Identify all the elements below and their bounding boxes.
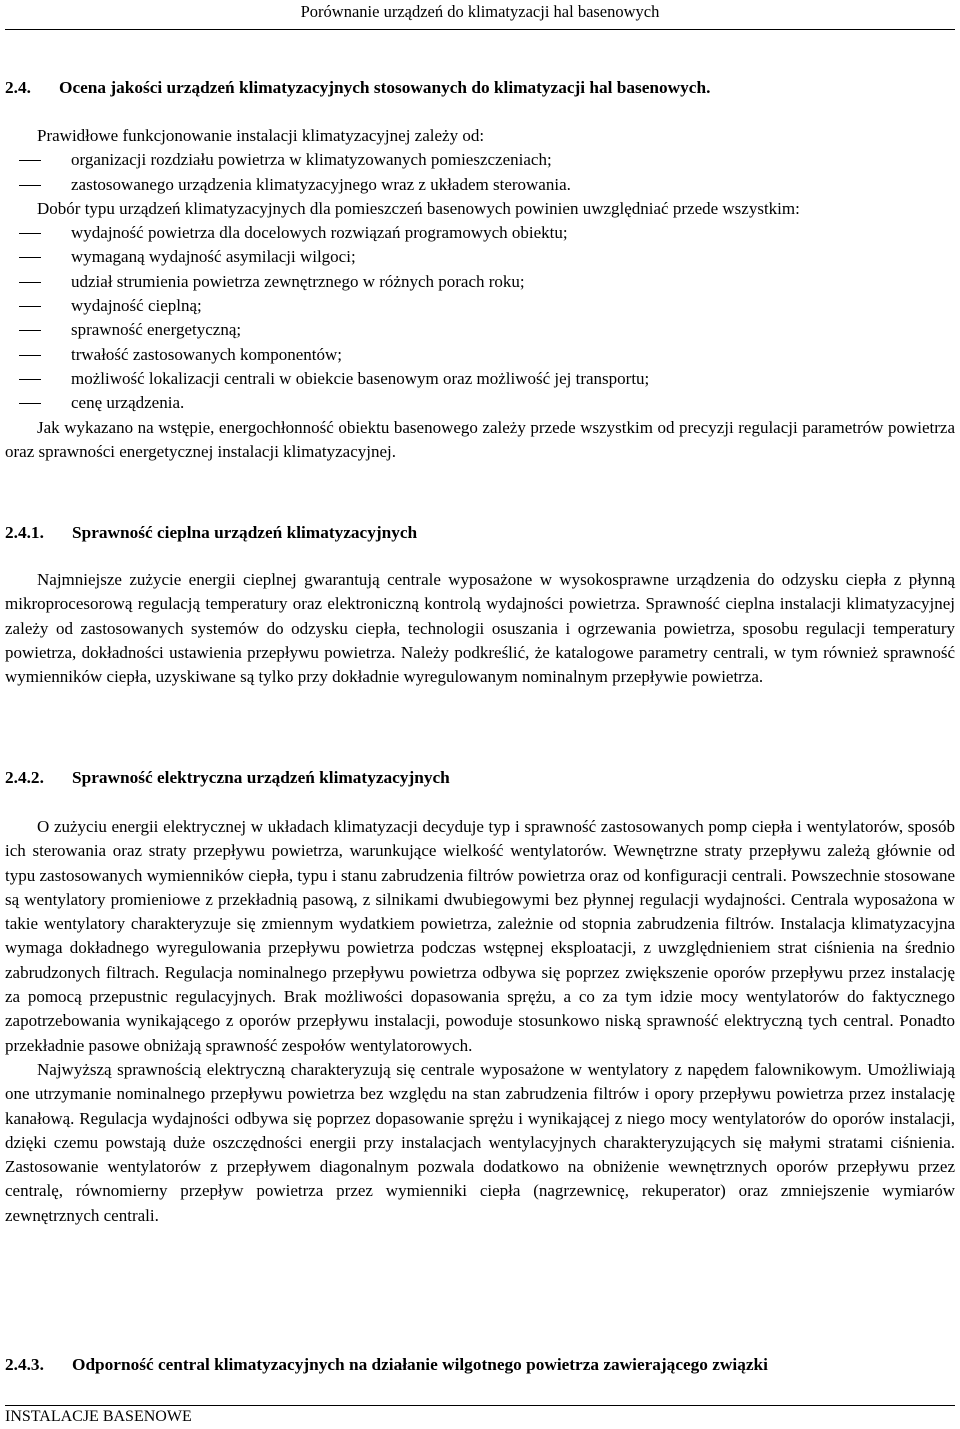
requirements-list <box>5 148 955 197</box>
section-title: Odporność central klimatyzacyjnych na działanie wilgotnego powietrza zawierającego związki <box>72 1355 768 1374</box>
section-body-2-4 <box>5 124 955 464</box>
section-heading-2-4-3 <box>5 1353 955 1377</box>
conclusion-paragraph: Jak wykazano na wstępie, energochłonność obiektu basenowego zależy przede wszystkim od precyzji regulacji parametrów powietrza oraz sprawności energetycznej instalacji klimatyzacyjnej. <box>5 417 955 461</box>
section-heading-2-4-2 <box>5 766 955 790</box>
list-item: możliwość lokalizacji centrali w obiekcie basenowym oraz możliwość jej transportu; <box>5 367 955 391</box>
section-title: Ocena jakości urządzeń klimatyzacyjnych stosowanych do klimatyzacji hal basenowych. <box>59 78 711 97</box>
list-item: zastosowanego urządzenia klimatyzacyjnego wraz z układem sterowania. <box>5 173 955 197</box>
section-body-2-4-1 <box>5 568 955 689</box>
section-heading-2-4 <box>5 76 955 100</box>
section-number: 2.4.3. <box>5 1355 44 1374</box>
list-item: organizacji rozdziału powietrza w klimatyzowanych pomieszczeniach; <box>5 148 955 172</box>
section-heading-2-4-1 <box>5 521 955 545</box>
running-footer: INSTALACJE BASENOWE <box>5 1408 192 1425</box>
section-number: 2.4.1. <box>5 523 44 542</box>
section-number: 2.4.2. <box>5 768 44 787</box>
selection-criteria-list <box>5 221 955 415</box>
list-item: wydajność cieplną; <box>5 294 955 318</box>
list-item: wymaganą wydajność asymilacji wilgoci; <box>5 245 955 269</box>
list-item: udział strumienia powietrza zewnętrznego w różnych porach roku; <box>5 270 955 294</box>
paragraph: O zużyciu energii elektrycznej w układach klimatyzacji decyduje typ i sprawność zastosowanych pomp ciepła i wentylatorów, sposób ich sterowania oraz straty przepływu powietrza, warunkujące wielkość wentylatorów. Wewnętrzne straty przepływu zależą głównie od typu zastosowanych wymienników ciepła, typu i stanu zabrudzenia filtrów powietrza oraz od konfiguracji centrali. Powszechnie stosowane są wentylatory promieniowe z przekładnią pasową, z silnikami dwubiegowymi bez płynnej regulacji wydajności. Centrala wyposażona w takie wentylatory charakteryzuje się zmiennym wydatkiem powietrza, zależnie od stopnia zabrudzenia filtrów. Instalacja klimatyzacyjna wymaga dokładnego wyregulowania przepływu powietrza podczas wstępnej eksploatacji, z uwzględnieniem strat ciśnienia na średnio zabrudzonych filtrach. Regulacja nominalnego przepływu powietrza odbywa się poprzez zwiększenie oporów przepływu przez instalację za pomocą przepustnic regulacyjnych. Brak możliwości dopasowania sprężu, a co za tym idzie mocy wentylatorów do faktycznego zapotrzebowania wynikającego z oporów przepływu instalacji, powoduje stosunkowo niską sprawność elektryczną tych central. Ponadto przekładnie pasowe obniżają sprawność zespołów wentylatorowych. <box>5 817 955 1055</box>
section-title: Sprawność elektryczna urządzeń klimatyzacyjnych <box>72 768 450 787</box>
section-title: Sprawność cieplna urządzeń klimatyzacyjnych <box>72 523 418 542</box>
paragraph: Najwyższą sprawnością elektryczną charakteryzują się centrale wyposażone w wentylatory z napędem falownikowym. Umożliwiają one utrzymanie nominalnego przepływu powietrza bez względu na stan zabrudzenia filtrów i opory przepływu powietrza przez instalację kanałową. Regulacja wydajności odbywa się poprzez dopasowanie sprężu i wynikającej z niego mocy wentylatorów do oporów instalacji, dzięki czemu powstają duże oszczędności energii przy instalacjach wentylacyjnych charakteryzujących się małymi stratami ciśnienia. Zastosowanie wentylatorów z przepływem diagonalnym pozwala dodatkowo na obniżenie wewnętrznych oporów przepływu przez centralę, równomierny przepływ powietrza przez wymienniki ciepła (nagrzewnicę, rekuperator) oraz zmniejszenie wymiarów zewnętrznych centrali. <box>5 1059 955 1225</box>
selection-paragraph: Dobór typu urządzeń klimatyzacyjnych dla pomieszczeń basenowych powinien uwzględniać przede wszystkim: <box>37 198 800 218</box>
list-item: trwałość zastosowanych komponentów; <box>5 343 955 367</box>
running-header: Porównanie urządzeń do klimatyzacji hal basenowych <box>300 2 660 21</box>
paragraph: Najmniejsze zużycie energii cieplnej gwarantują centrale wyposażone w wysokosprawne urządzenia do odzysku ciepła z płynną mikroprocesorową regulacją temperatury oraz elektroniczną kontrolą wydajności powietrza. Sprawność cieplna instalacji klimatyzacyjnej zależy od zastosowanych systemów do odzysku ciepła, technologii osuszania i ogrzewania powietrza, sposobu regulacji temperatury powietrza, dokładności ustawienia przepływu powietrza. Należy podkreślić, że katalogowe parametry centrali, w tym również sprawność wymienników ciepła, uzyskiwane są tylko przy dokładnie wyregulowanym nominalnym przepływie powietrza. <box>5 570 955 687</box>
header-rule <box>5 29 955 30</box>
list-item: sprawność energetyczną; <box>5 318 955 342</box>
footer-rule <box>5 1405 955 1406</box>
list-item: wydajność powietrza dla docelowych rozwiązań programowych obiektu; <box>5 221 955 245</box>
section-body-2-4-2 <box>5 815 955 1228</box>
section-number: 2.4. <box>5 78 31 97</box>
list-item: cenę urządzenia. <box>5 391 955 415</box>
intro-paragraph: Prawidłowe funkcjonowanie instalacji klimatyzacyjnej zależy od: <box>37 126 485 145</box>
